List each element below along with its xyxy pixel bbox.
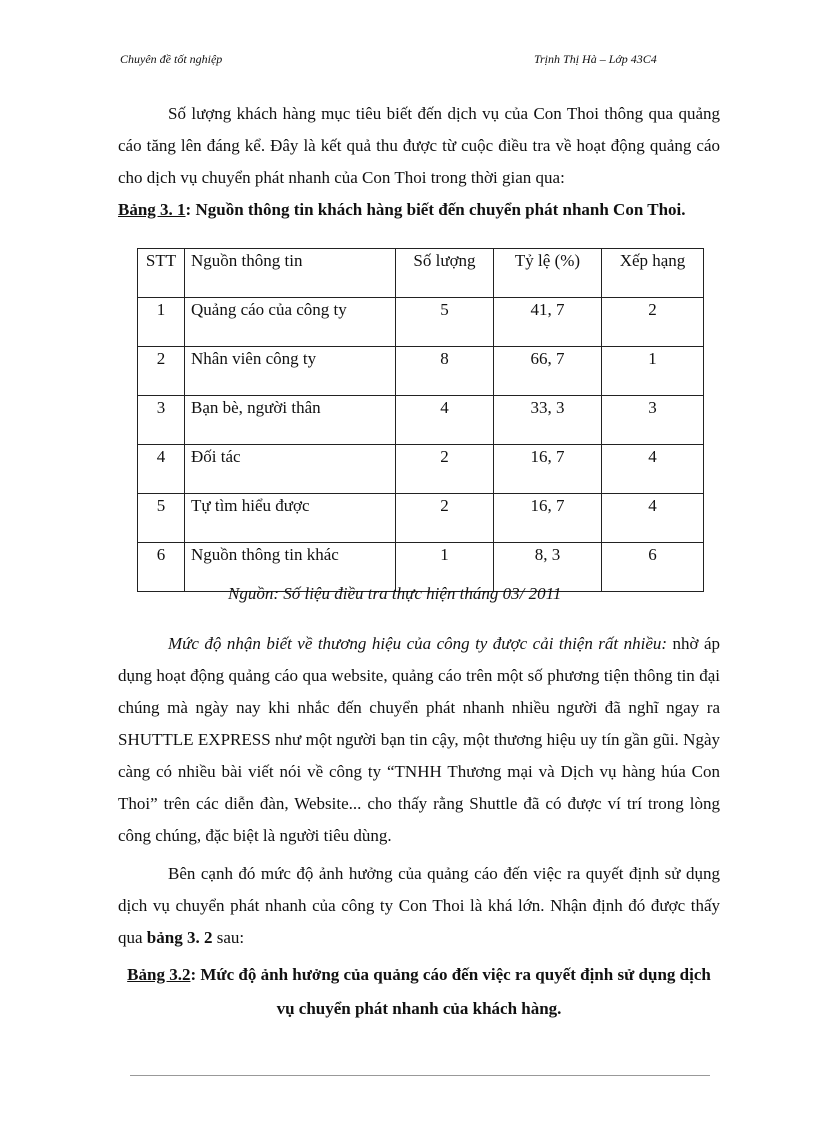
brand-paragraph-lead: Mức độ nhận biết về thương hiệu của công ty được cải thiện rất nhiều: xyxy=(168,634,668,653)
table-row xyxy=(138,445,704,494)
cell-quantity: 4 xyxy=(396,396,494,445)
header-stt: STT xyxy=(138,249,185,298)
cell-rank: 4 xyxy=(602,445,704,494)
cell-quantity: 8 xyxy=(396,347,494,396)
cell-rank: 3 xyxy=(602,396,704,445)
header-source: Nguồn thông tin xyxy=(185,249,396,298)
header-percent: Tỷ lệ (%) xyxy=(494,249,602,298)
cell-stt: 4 xyxy=(138,445,185,494)
cell-percent: 33, 3 xyxy=(494,396,602,445)
cell-source: Nhân viên công ty xyxy=(185,347,396,396)
cell-source: Nguồn thông tin khác xyxy=(185,543,396,592)
table2-caption-label: Bảng 3.2 xyxy=(127,965,191,984)
cell-source: Bạn bè, người thân xyxy=(185,396,396,445)
cell-rank: 2 xyxy=(602,298,704,347)
cell-rank: 6 xyxy=(602,543,704,592)
table-row xyxy=(138,494,704,543)
influence-paragraph-body: Bên cạnh đó mức độ ảnh hưởng của quảng cáo đến việc ra quyết định sử dụng dịch vụ chuyển phát nhanh của công ty Con Thoi là khá lớn. Nhận định đó được thấy qua xyxy=(118,864,720,947)
cell-percent: 8, 3 xyxy=(494,543,602,592)
cell-rank: 1 xyxy=(602,347,704,396)
table2-reference: bảng 3. 2 xyxy=(146,928,213,947)
cell-stt: 2 xyxy=(138,347,185,396)
cell-quantity: 5 xyxy=(396,298,494,347)
cell-source: Quảng cáo của công ty xyxy=(185,298,396,347)
table1-source-note: Nguồn: Số liệu điều tra thực hiện tháng 03/ 2011 xyxy=(228,584,562,603)
table-row xyxy=(138,298,704,347)
cell-stt: 1 xyxy=(138,298,185,347)
cell-quantity: 2 xyxy=(396,445,494,494)
cell-stt: 6 xyxy=(138,543,185,592)
table2-caption-text: : Mức độ ảnh hưởng của quảng cáo đến việc ra quyết định sử dụng dịch vụ chuyển phát nhanh của khách hàng. xyxy=(190,965,711,1018)
cell-rank: 4 xyxy=(602,494,704,543)
cell-percent: 66, 7 xyxy=(494,347,602,396)
influence-paragraph-tail: sau: xyxy=(212,928,245,947)
cell-source: Đối tác xyxy=(185,445,396,494)
brand-paragraph xyxy=(118,628,720,852)
cell-percent: 16, 7 xyxy=(494,445,602,494)
cell-quantity: 2 xyxy=(396,494,494,543)
cell-quantity: 1 xyxy=(396,543,494,592)
table-header-row xyxy=(138,249,704,298)
table2-caption xyxy=(118,958,720,1026)
influence-paragraph xyxy=(118,858,720,954)
table-row xyxy=(138,396,704,445)
cell-stt: 5 xyxy=(138,494,185,543)
table1-caption-text: : Nguồn thông tin khách hàng biết đến chuyển phát nhanh Con Thoi. xyxy=(185,200,686,219)
header-left: Chuyên đề tốt nghiệp xyxy=(120,52,223,66)
intro-paragraph: Số lượng khách hàng mục tiêu biết đến dịch vụ của Con Thoi thông qua quảng cáo tăng lên đáng kể. Đây là kết quả thu được từ cuộc điều tra về hoạt động quảng cáo cho dịch vụ chuyển phát nhanh của Con Thoi trong thời gian qua: xyxy=(118,104,720,187)
source-table xyxy=(137,248,704,592)
header-rank: Xếp hạng xyxy=(602,249,704,298)
footer-divider xyxy=(130,1075,710,1076)
cell-percent: 16, 7 xyxy=(494,494,602,543)
table1-caption-label: Bảng 3. 1 xyxy=(118,200,186,219)
table1-caption xyxy=(118,200,720,220)
table-row xyxy=(138,347,704,396)
cell-percent: 41, 7 xyxy=(494,298,602,347)
header-quantity: Số lượng xyxy=(396,249,494,298)
cell-stt: 3 xyxy=(138,396,185,445)
brand-paragraph-body: nhờ áp dụng hoạt động quảng cáo qua website, quảng cáo trên một số phương tiện thông tin đại chúng mà ngày nay khi nhắc đến chuyển phát nhanh nhiều người đã nghĩ ngay ra SHUTTLE EXPRESS như một người bạn tin cậy, một thương hiệu uy tín gần gũi. Ngày càng có nhiều bài viết nói về công ty “TNHH Thương mại và Dịch vụ hàng húa Con Thoi” trên các diễn đàn, Website... cho thấy rằng Shuttle đã có được ví trí trong lòng công chúng, đặc biệt là người tiêu dùng. xyxy=(118,634,720,845)
cell-source: Tự tìm hiểu được xyxy=(185,494,396,543)
header-right: Trịnh Thị Hà – Lớp 43C4 xyxy=(534,52,657,66)
